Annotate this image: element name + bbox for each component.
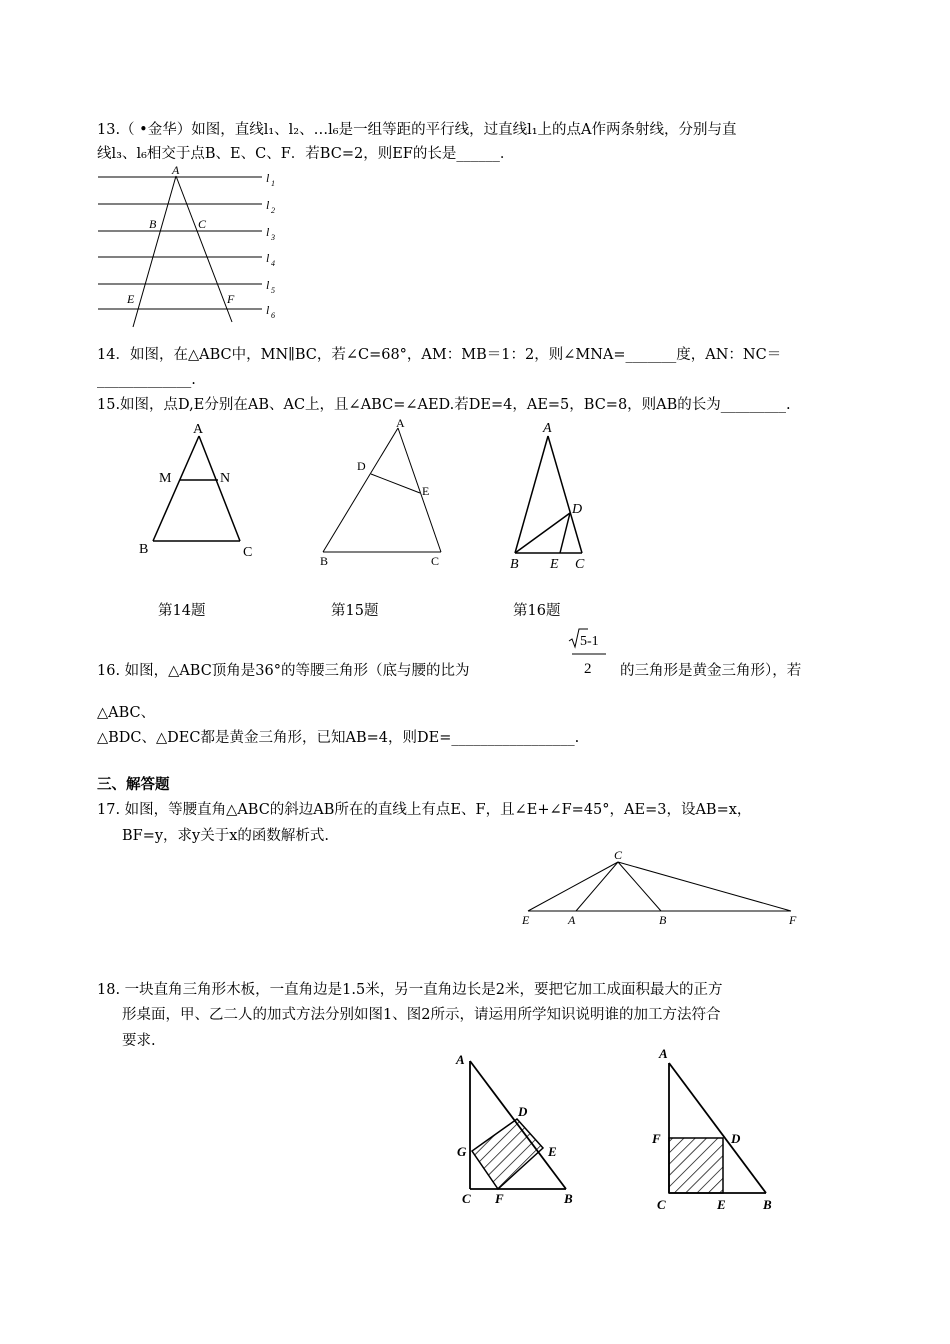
q13-label-l1: l	[266, 171, 270, 185]
q16-line2: △ABC、	[97, 705, 156, 721]
q13-label-C: C	[198, 217, 207, 231]
q13-line1: 13.（ •金华）如图，直线l₁、l₂、…l₆是一组等距的平行线，过直线l₁上的点A作两条射线，分别与直	[97, 122, 737, 138]
q13-label-l4: l	[266, 251, 270, 265]
q18-line2: 形桌面，甲、乙二人的加式方法分别如图1、图2所示，请运用所学知识说明谁的加工方法符合	[122, 1007, 721, 1023]
q13-sub-1: 1	[271, 179, 275, 188]
q17-line1: 17. 如图，等腰直角△ABC的斜边AB所在的直线上有点E、F，且∠E+∠F=45°，AE=3，设AB=x，	[97, 802, 752, 818]
fig15-label-D: D	[357, 459, 366, 473]
fig15-label-A: A	[396, 416, 405, 430]
q18-fig2-label-A: A	[659, 1046, 668, 1061]
q13-sub-4: 4	[271, 259, 275, 268]
q13-sub-6: 6	[271, 311, 275, 320]
q16-text-after: 的三角形是黄金三角形），若	[620, 663, 802, 679]
q13-label-l2: l	[266, 198, 270, 212]
q18-fig1-label-E: E	[548, 1144, 557, 1159]
q13-label-B: B	[149, 217, 157, 231]
q13-label-l6: l	[266, 303, 270, 317]
q18-fig2-label-B: B	[763, 1197, 772, 1212]
fig16-label-A: A	[543, 421, 552, 436]
q16-frac-num: 5-1	[580, 634, 599, 649]
q15-line1: 15.如图，点D,E分别在AB、AC上，且∠ABC=∠AED.若DE=4，AE=5，BC=8，则AB的长为_________.	[97, 397, 791, 413]
q18-line1: 18. 一块直角三角形木板，一直角边是1.5米，另一直角边长是2米，要把它加工成面积最大的正方	[97, 982, 723, 998]
q18-fig1-label-F: F	[495, 1191, 504, 1206]
fig14-label-B: B	[139, 542, 149, 557]
q18-fig2-label-C: C	[657, 1197, 666, 1212]
q13-label-l3: l	[266, 225, 270, 239]
q13-label-A: A	[172, 163, 180, 177]
q13-label-F: F	[227, 292, 235, 306]
q17-label-F: F	[789, 913, 797, 927]
section-3-title: 三、解答题	[97, 776, 170, 793]
fig14-caption: 第14题	[158, 603, 206, 619]
q17-label-A: A	[568, 913, 576, 927]
q18-figure-2	[669, 1063, 766, 1193]
q13-label-E: E	[127, 292, 135, 306]
q13-label-l5: l	[266, 278, 270, 292]
fig16-caption: 第16题	[513, 603, 561, 619]
fig16-label-E: E	[550, 557, 559, 572]
fig15-label-C: C	[431, 554, 440, 568]
q17-label-B: B	[659, 913, 667, 927]
fig15-label-E: E	[422, 484, 430, 498]
q17-label-C: C	[614, 848, 623, 862]
q18-fig1-label-C: C	[462, 1191, 471, 1206]
q18-fig1-label-D: D	[518, 1104, 528, 1119]
fig15-label-B: B	[320, 554, 329, 568]
q18-fig2-label-F: F	[652, 1131, 661, 1146]
q13-sub-3: 3	[271, 233, 275, 242]
fig16-label-D: D	[572, 502, 583, 517]
fig14-label-C: C	[243, 545, 253, 560]
fig14-label-M: M	[159, 471, 172, 486]
q13-sub-2: 2	[271, 206, 275, 215]
q16-frac-den: 2	[584, 661, 592, 677]
fig16-label-C: C	[575, 557, 585, 572]
q16-line3: △BDC、△DEC都是黄金三角形，已知AB=4，则DE=_________________.	[97, 730, 580, 746]
q18-fig1-label-B: B	[564, 1191, 573, 1206]
q18-fig1-label-G: G	[457, 1144, 467, 1159]
q14-line2: _____________.	[97, 372, 196, 388]
q18-fig1-label-A: A	[456, 1052, 465, 1067]
q13-line2: 线l₃、l₆相交于点B、E、C、F．若BC=2，则EF的长是______．	[97, 146, 515, 162]
q14-line1: 14．如图，在△ABC中，MN∥BC，若∠C=68°，AM：MB＝1：2，则∠MNA=_______度，AN：NC＝	[97, 347, 782, 363]
fig16-label-B: B	[510, 557, 519, 572]
fig14-label-A: A	[193, 422, 204, 437]
q18-fig2-label-D: D	[731, 1131, 741, 1146]
q17-label-E: E	[522, 913, 530, 927]
q16-text-before: 16. 如图，△ABC顶角是36°的等腰三角形（底与腰的比为	[97, 663, 470, 679]
q17-line2: BF=y，求y关于x的函数解析式.	[122, 828, 330, 844]
q18-line3: 要求.	[122, 1033, 156, 1049]
q18-figure-1	[470, 1061, 566, 1189]
fig14-label-N: N	[220, 471, 231, 486]
fig15-caption: 第15题	[331, 603, 379, 619]
q13-sub-5: 5	[271, 286, 275, 295]
q18-fig2-label-E: E	[717, 1197, 726, 1212]
